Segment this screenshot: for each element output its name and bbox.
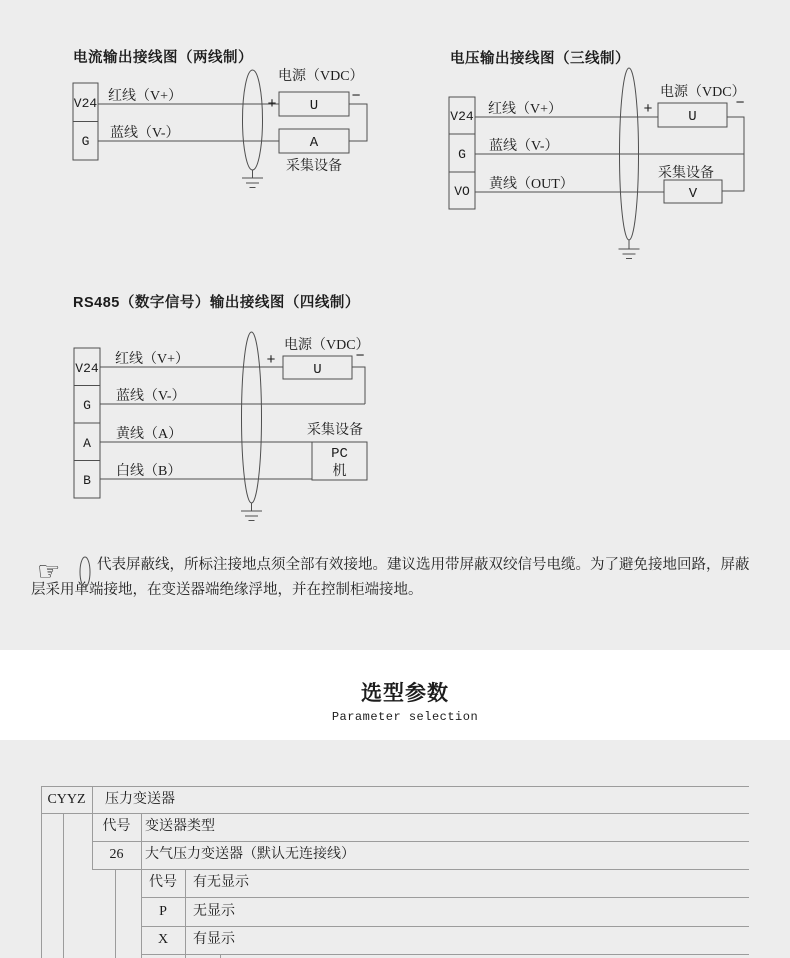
wire-label: 蓝线（V-） (116, 389, 186, 404)
table-cell-desc: 变送器类型 (145, 819, 215, 834)
device-box-label: V (688, 186, 698, 202)
table-line-v (63, 813, 64, 958)
table-cell-code: 26 (109, 847, 124, 862)
section-subtitle: Parameter selection (331, 710, 479, 724)
diagram-rs485-output (40, 285, 390, 535)
shield-ellipse (242, 332, 262, 503)
minus-sign: − (355, 348, 365, 365)
minus-sign: − (735, 95, 745, 112)
diagram-voltage-output (440, 42, 760, 272)
terminal-label: G (83, 398, 91, 413)
table-cell-desc: 无显示 (193, 904, 235, 919)
table-cell-code: CYYZ (47, 792, 86, 807)
table-cell-desc: 压力变送器 (105, 792, 175, 807)
diagram-title: RS485（数字信号）输出接线图（四线制） (73, 295, 360, 311)
terminal-label: VO (454, 184, 470, 199)
table-cell-code: X (157, 932, 169, 947)
minus-sign: − (351, 88, 361, 105)
terminal-label: G (81, 134, 90, 149)
wire-label: 蓝线（V-） (489, 139, 559, 154)
diagram-current-output (40, 40, 390, 205)
terminal-label: V24 (75, 361, 99, 376)
power-label: 电源（VDC） (284, 338, 370, 353)
table-cell-desc: 有无显示 (193, 875, 249, 890)
diagram-title: 电压输出接线图（三线制） (450, 51, 630, 67)
device-label: 采集设备 (286, 159, 342, 174)
wire-label: 黄线（A） (116, 427, 183, 442)
terminal-label: V24 (73, 96, 98, 111)
power-box-label: U (309, 98, 319, 114)
table-line-v (220, 954, 221, 958)
device-label: 采集设备 (307, 423, 363, 438)
terminal-label: A (83, 436, 91, 451)
shield-oval-icon (78, 555, 92, 589)
wire-label: 白线（B） (116, 464, 182, 479)
terminal-label: V24 (450, 109, 474, 124)
device-label: 采集设备 (658, 166, 714, 181)
wire-label: 红线（V+） (115, 352, 190, 367)
power-label: 电源（VDC） (278, 69, 364, 84)
note-text: 代表屏蔽线，所标注接地点须全部有效接地。建议选用带屏蔽双绞信号电缆。为了避免接地回路，屏蔽层采用单端接地，在变送器端绝缘浮地，并在控制柜端接地。 (31, 557, 750, 598)
table-line-h (92, 869, 749, 870)
ground-symbol (241, 503, 262, 521)
table-cell-desc: 有显示 (193, 932, 235, 947)
wire-label: 蓝线（V-） (110, 126, 180, 141)
pointing-hand-icon: ☞ (37, 557, 61, 587)
table-line-v (185, 869, 186, 958)
return-wire (352, 367, 365, 404)
shield-ellipse (243, 70, 263, 170)
device-box-label: 机 (332, 464, 347, 479)
section-title: 选型参数 (361, 682, 449, 705)
diagram-title: 电流输出接线图（两线制） (73, 50, 253, 66)
shield-note (31, 553, 761, 603)
plus-sign: + (266, 352, 276, 369)
table-cell-code: P (159, 904, 167, 919)
table-line-h (141, 954, 749, 955)
table-cell-code: 代号 (149, 875, 177, 890)
wire-label: 黄线（OUT） (489, 177, 574, 192)
table-cell-code: 代号 (102, 819, 131, 834)
selection-table (41, 786, 750, 958)
ground-symbol (619, 240, 640, 259)
power-box-label: U (688, 109, 697, 125)
power-box-label: U (313, 362, 322, 378)
section-band (0, 650, 790, 740)
table-line-v (115, 869, 116, 958)
return-wire (349, 104, 367, 141)
ground-symbol (242, 170, 263, 188)
device-box-label: A (309, 135, 319, 151)
device-box-label: PC (331, 446, 348, 462)
section-heading (20, 650, 790, 724)
wire-label: 红线（V+） (108, 89, 183, 104)
wire-label: 红线（V+） (488, 102, 563, 117)
power-label: 电源（VDC） (660, 85, 746, 100)
terminal-label: B (83, 473, 91, 488)
terminal-label: G (458, 147, 466, 162)
plus-sign: + (267, 96, 277, 113)
table-cell-desc: 大气压力变送器（默认无连接线） (145, 847, 355, 862)
plus-sign: + (643, 101, 653, 118)
